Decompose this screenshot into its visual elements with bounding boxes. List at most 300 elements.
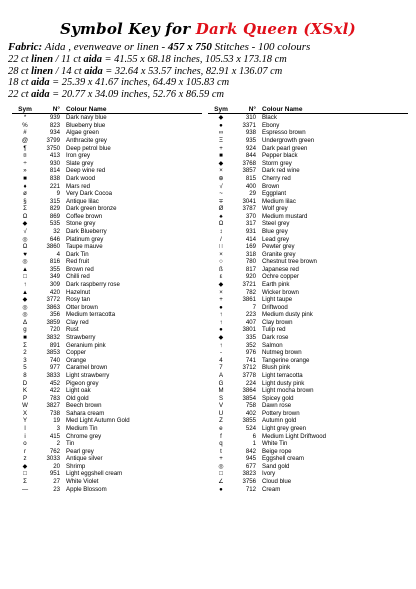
count-lines bbox=[8, 54, 412, 101]
colour-name-cell: Strawberry bbox=[66, 334, 96, 342]
symbol-cell: M bbox=[218, 387, 224, 395]
symbol-cell: ♦ bbox=[23, 182, 27, 190]
symbol-cell: U bbox=[218, 409, 224, 417]
number-cell: 920 bbox=[245, 273, 256, 281]
table-row bbox=[208, 470, 408, 478]
count-line-mid: = 20.77 x 34.09 inches, 52.76 x 86.59 cm bbox=[49, 89, 224, 101]
number-cell: 1 bbox=[252, 440, 256, 448]
colour-name-cell: Light terracotta bbox=[262, 371, 303, 379]
number-cell: 3833 bbox=[46, 371, 60, 379]
table-row bbox=[208, 289, 408, 297]
colour-name-cell: Light oak bbox=[66, 387, 91, 395]
table-row bbox=[12, 470, 202, 478]
number-cell: 3778 bbox=[242, 371, 256, 379]
number-cell: 6 bbox=[252, 432, 256, 440]
colour-name-cell: Pewter grey bbox=[262, 243, 295, 251]
symbol-cell: ¶ bbox=[23, 144, 27, 152]
number-cell: 3712 bbox=[242, 364, 256, 372]
symbol-cell: Σ bbox=[23, 478, 27, 486]
colour-name-cell: Pearl grey bbox=[66, 447, 94, 455]
count-line-bold2: aida bbox=[84, 65, 103, 77]
colour-name-cell: Red fruit bbox=[66, 258, 90, 266]
symbol-cell: ß bbox=[219, 265, 223, 273]
colour-name-cell: Dark red wine bbox=[262, 167, 300, 175]
number-cell: 823 bbox=[49, 121, 60, 129]
table-row bbox=[208, 183, 408, 191]
symbol-cell: Δ bbox=[22, 318, 28, 326]
table-row bbox=[12, 160, 202, 168]
colour-name-cell: Beech brown bbox=[66, 402, 102, 410]
table-row bbox=[12, 342, 202, 350]
number-cell: 414 bbox=[245, 235, 256, 243]
number-cell: 3832 bbox=[46, 334, 60, 342]
table-row bbox=[208, 448, 408, 456]
symbol-cell: t bbox=[220, 447, 222, 455]
table-row bbox=[208, 342, 408, 350]
number-cell: 938 bbox=[245, 129, 256, 137]
number-cell: 355 bbox=[49, 265, 60, 273]
number-cell: 356 bbox=[49, 311, 60, 319]
number-cell: 370 bbox=[245, 212, 256, 220]
number-cell: 317 bbox=[245, 220, 256, 228]
table-row bbox=[12, 402, 202, 410]
symbol-cell: % bbox=[22, 121, 28, 129]
table-row bbox=[208, 311, 408, 319]
number-cell: 402 bbox=[245, 409, 256, 417]
colour-name-cell: Pepper black bbox=[262, 152, 298, 160]
symbol-cell: Σ bbox=[23, 205, 27, 213]
fabric-line bbox=[8, 42, 412, 54]
table-row bbox=[12, 213, 202, 221]
number-cell: 413 bbox=[49, 152, 60, 160]
colour-name-cell: Apple Blossom bbox=[66, 485, 107, 493]
number-cell: 3033 bbox=[46, 455, 60, 463]
colour-name-cell: Driftwood bbox=[262, 303, 288, 311]
symbol-cell: 4 bbox=[219, 356, 223, 364]
count-line-post: = 41.55 x 68.18 inches, 105.53 x 173.18 cm bbox=[101, 53, 287, 65]
colour-name-cell: Sahara cream bbox=[66, 409, 105, 417]
symbol-cell: ◆ bbox=[22, 220, 28, 228]
table-row bbox=[208, 205, 408, 213]
colour-name-cell: Rust bbox=[66, 326, 79, 334]
number-cell: 3859 bbox=[46, 318, 60, 326]
number-cell: 3854 bbox=[242, 394, 256, 402]
number-cell: 19 bbox=[53, 417, 60, 425]
symbol-cell: ● bbox=[219, 303, 223, 311]
stitch-count: 457 x 750 bbox=[167, 41, 212, 53]
symbol-table-right bbox=[208, 106, 408, 493]
symbol-cell: K bbox=[22, 387, 28, 395]
table-row bbox=[208, 160, 408, 168]
symbol-cell: ● bbox=[219, 326, 223, 334]
colour-name-cell: Light grey green bbox=[262, 425, 307, 432]
colour-name-cell: Earth pink bbox=[262, 281, 290, 289]
symbol-cell: ■ bbox=[219, 152, 223, 160]
colour-name-cell: Tangerine orange bbox=[262, 356, 310, 364]
symbol-cell: ◎ bbox=[22, 235, 28, 243]
symbol-cell: √ bbox=[219, 182, 223, 190]
symbol-cell: ∓ bbox=[218, 197, 224, 205]
symbol-cell: W bbox=[22, 402, 28, 410]
table-row bbox=[12, 410, 202, 418]
number-cell: 3855 bbox=[242, 417, 256, 425]
number-cell: 309 bbox=[49, 281, 60, 289]
number-cell: 814 bbox=[49, 167, 60, 175]
number-cell: 352 bbox=[245, 341, 256, 349]
colour-name-cell: Deep petrol blue bbox=[66, 144, 111, 152]
table-row bbox=[12, 190, 202, 198]
number-cell: 780 bbox=[245, 258, 256, 266]
colour-name-cell: Nutmeg brown bbox=[262, 349, 302, 357]
colour-name-cell: Spicey gold bbox=[262, 394, 294, 402]
symbol-cell: ◆ bbox=[22, 462, 28, 470]
number-cell: 758 bbox=[245, 402, 256, 410]
number-cell: 3853 bbox=[46, 349, 60, 357]
number-cell: 27 bbox=[53, 478, 60, 486]
colour-name-cell: Medium lilac bbox=[262, 197, 296, 205]
number-cell: 720 bbox=[49, 326, 60, 334]
number-cell: 221 bbox=[49, 182, 60, 190]
symbol-cell: ø bbox=[23, 190, 27, 198]
colour-name-cell: Very Dark Cocoa bbox=[66, 190, 113, 198]
table-row bbox=[12, 372, 202, 380]
number-cell: 335 bbox=[245, 334, 256, 342]
number-cell: 931 bbox=[245, 227, 256, 235]
number-cell: 762 bbox=[49, 447, 60, 455]
number-cell: 816 bbox=[49, 258, 60, 266]
symbol-cell: ○ bbox=[219, 258, 223, 266]
header-name: Colour Name bbox=[262, 106, 303, 113]
symbol-cell: □ bbox=[23, 273, 27, 281]
number-cell: 869 bbox=[49, 212, 60, 220]
table-row bbox=[208, 266, 408, 274]
symbol-cell: + bbox=[219, 144, 223, 152]
table-row bbox=[12, 266, 202, 274]
symbol-cell: Y bbox=[22, 417, 28, 425]
symbol-cell: i bbox=[24, 432, 26, 440]
count-line-bold: linen bbox=[31, 53, 54, 65]
table-row bbox=[12, 129, 202, 137]
table-row bbox=[12, 236, 202, 244]
table-header bbox=[12, 106, 202, 114]
symbol-cell: ● bbox=[219, 121, 223, 129]
count-line-pre: 22 ct bbox=[8, 89, 32, 101]
colour-name-cell: Cloud blue bbox=[262, 478, 292, 486]
number-cell: 3371 bbox=[242, 121, 256, 129]
number-cell: 738 bbox=[49, 409, 60, 417]
symbol-cell: ÷ bbox=[23, 159, 27, 167]
number-cell: 223 bbox=[245, 311, 256, 319]
colour-name-cell: Black bbox=[262, 114, 277, 122]
symbol-cell: ◆ bbox=[218, 114, 224, 122]
table-row bbox=[208, 319, 408, 327]
symbol-cell: V bbox=[218, 402, 224, 410]
colour-name-cell: Dark green bronze bbox=[66, 205, 117, 213]
count-line-pre: 22 ct bbox=[8, 53, 32, 65]
colour-name-cell: Orange bbox=[66, 356, 87, 364]
table-row bbox=[12, 152, 202, 160]
number-cell: 422 bbox=[49, 387, 60, 395]
symbol-cell: ■ bbox=[23, 174, 27, 182]
symbol-cell: P bbox=[22, 394, 28, 402]
count-line-bold: aida bbox=[31, 89, 50, 101]
symbol-cell: √ bbox=[23, 227, 27, 235]
table-row bbox=[208, 190, 408, 198]
colour-name-cell: Ebony bbox=[262, 121, 280, 129]
number-cell: 951 bbox=[49, 470, 60, 478]
colour-name-cell: White Violet bbox=[66, 478, 99, 486]
table-row bbox=[208, 273, 408, 281]
table-row bbox=[12, 296, 202, 304]
symbol-cell: ◎ bbox=[22, 303, 28, 311]
table-header bbox=[208, 106, 408, 114]
number-cell: 3864 bbox=[242, 387, 256, 395]
table-row bbox=[208, 478, 408, 486]
colour-name-cell: Medium Tin bbox=[66, 425, 98, 432]
table-row bbox=[12, 243, 202, 251]
number-cell: 7 bbox=[252, 303, 256, 311]
colour-name-cell: Blueberry blue bbox=[66, 121, 106, 129]
table-row bbox=[12, 455, 202, 463]
symbol-cell: ↑ bbox=[219, 318, 223, 326]
number-cell: 3861 bbox=[242, 296, 256, 304]
table-row bbox=[12, 364, 202, 372]
colour-name-cell: Beige rope bbox=[262, 447, 292, 455]
symbol-cell: □ bbox=[219, 470, 223, 478]
colour-name-cell: Taupe mauve bbox=[66, 243, 103, 251]
number-cell: 829 bbox=[49, 205, 60, 213]
header-sym: Sym bbox=[18, 106, 32, 113]
colour-name-cell: Hazelnut bbox=[66, 288, 91, 296]
symbol-cell: 7 bbox=[219, 364, 223, 372]
table-row bbox=[208, 145, 408, 153]
table-row bbox=[208, 357, 408, 365]
number-cell: 315 bbox=[49, 197, 60, 205]
pattern-name: Dark Queen (XSxl) bbox=[195, 20, 356, 38]
number-cell: 3827 bbox=[46, 402, 60, 410]
table-row bbox=[12, 326, 202, 334]
symbol-cell: g bbox=[23, 326, 27, 334]
number-cell: 844 bbox=[245, 152, 256, 160]
table-row bbox=[12, 122, 202, 130]
table-row bbox=[12, 349, 202, 357]
symbol-cell: » bbox=[23, 167, 27, 175]
colour-name-cell: Medium terracotta bbox=[66, 311, 116, 319]
symbol-cell: A bbox=[218, 371, 224, 379]
symbol-cell: ◎ bbox=[218, 462, 224, 470]
colour-name-cell: Dawn rose bbox=[262, 402, 292, 410]
symbol-cell: ∠ bbox=[218, 478, 224, 486]
table-row bbox=[12, 311, 202, 319]
number-cell: 740 bbox=[49, 356, 60, 364]
symbol-cell: X bbox=[22, 409, 28, 417]
table-row bbox=[208, 236, 408, 244]
number-cell: 782 bbox=[245, 288, 256, 296]
table-row bbox=[12, 387, 202, 395]
table-row bbox=[12, 137, 202, 145]
number-cell: 646 bbox=[49, 235, 60, 243]
symbol-cell: 2 bbox=[23, 349, 27, 357]
table-row bbox=[12, 198, 202, 206]
symbol-cell: Ξ bbox=[219, 137, 223, 145]
number-cell: 310 bbox=[245, 114, 256, 122]
number-cell: 3863 bbox=[46, 303, 60, 311]
symbol-cell: + bbox=[219, 296, 223, 304]
table-row bbox=[208, 175, 408, 183]
symbol-cell: ◆ bbox=[218, 281, 224, 289]
colour-name-cell: Dark pearl green bbox=[262, 144, 308, 152]
colour-name-cell: Dark Blueberry bbox=[66, 227, 107, 235]
table-row bbox=[12, 440, 202, 448]
table-row bbox=[208, 213, 408, 221]
symbol-cell: o bbox=[23, 440, 27, 448]
table-row bbox=[208, 486, 408, 494]
symbol-cell: □ bbox=[23, 470, 27, 478]
table-row bbox=[208, 364, 408, 372]
colour-name-cell: Algae green bbox=[66, 129, 99, 137]
colour-name-cell: Caramel brown bbox=[66, 364, 108, 372]
colour-name-cell: Mars red bbox=[66, 182, 91, 190]
symbol-cell: ∞ bbox=[218, 129, 224, 137]
symbol-cell: S bbox=[218, 394, 224, 402]
fabric-label: Fabric: bbox=[8, 41, 43, 53]
colour-name-cell: Copper bbox=[66, 349, 86, 357]
number-cell: 924 bbox=[245, 144, 256, 152]
number-cell: 783 bbox=[49, 394, 60, 402]
colour-name-cell: Eggplant bbox=[262, 190, 287, 198]
symbol-cell: z bbox=[23, 455, 27, 463]
table-row bbox=[12, 251, 202, 259]
colour-name-cell: Platinum grey bbox=[66, 235, 104, 243]
symbol-cell: ⊕ bbox=[218, 174, 224, 182]
table-row bbox=[12, 258, 202, 266]
number-cell: 318 bbox=[245, 250, 256, 258]
symbol-cell: × bbox=[219, 288, 223, 296]
symbol-cell: × bbox=[219, 250, 223, 258]
symbol-table-left bbox=[12, 106, 202, 493]
colour-name-cell: Geranium pink bbox=[66, 341, 106, 349]
colour-name-cell: Anthracite grey bbox=[66, 137, 107, 145]
table-row bbox=[12, 448, 202, 456]
table-row bbox=[12, 463, 202, 471]
colour-name-cell: Eggshell cream bbox=[262, 455, 304, 463]
symbol-cell: + bbox=[219, 455, 223, 463]
number-cell: 3768 bbox=[242, 159, 256, 167]
colour-name-cell: Dark raspberry rose bbox=[66, 281, 120, 289]
table-row bbox=[208, 463, 408, 471]
symbol-cell: § bbox=[23, 197, 27, 205]
colour-name-cell: Antique silver bbox=[66, 455, 103, 463]
count-line bbox=[8, 54, 412, 66]
table-row bbox=[208, 228, 408, 236]
colour-name-cell: Salmon bbox=[262, 341, 283, 349]
colour-name-cell: Dark wood bbox=[66, 174, 96, 182]
symbol-cell: Z bbox=[219, 417, 223, 425]
table-row bbox=[12, 273, 202, 281]
colour-name-cell: Clay red bbox=[66, 318, 89, 326]
number-cell: 817 bbox=[245, 265, 256, 273]
fabric-info bbox=[8, 42, 412, 101]
number-cell: 3857 bbox=[242, 167, 256, 175]
colour-name-cell: Light dusty pink bbox=[262, 379, 305, 387]
colour-name-cell: Slate grey bbox=[66, 159, 94, 167]
table-row bbox=[12, 183, 202, 191]
number-cell: 945 bbox=[245, 455, 256, 463]
colour-name-cell: Stone grey bbox=[66, 220, 96, 228]
symbol-cell: D bbox=[22, 379, 28, 387]
colour-name-cell: Espresso brown bbox=[262, 129, 306, 137]
colour-name-cell: Dark navy blue bbox=[66, 114, 107, 122]
colour-name-cell: Old gold bbox=[66, 394, 89, 402]
count-line-pre: 18 ct bbox=[8, 77, 32, 89]
header-name: Colour Name bbox=[66, 106, 107, 113]
table-row bbox=[208, 258, 408, 266]
colour-name-cell: Ochre copper bbox=[262, 273, 299, 281]
symbol-cell: ¤ bbox=[23, 152, 27, 160]
number-cell: 3756 bbox=[242, 478, 256, 486]
table-row bbox=[208, 387, 408, 395]
table-row bbox=[208, 410, 408, 418]
table-row bbox=[208, 114, 408, 122]
symbol-cell: ◆ bbox=[22, 296, 28, 304]
number-cell: 2 bbox=[56, 440, 60, 448]
number-cell: 3823 bbox=[242, 470, 256, 478]
colour-name-cell: Deep wine red bbox=[66, 167, 106, 175]
table-row bbox=[208, 334, 408, 342]
colour-name-cell: Autumn gold bbox=[262, 417, 297, 425]
colour-name-cell: Light mocha brown bbox=[262, 387, 314, 395]
colour-name-cell: Light eggshell cream bbox=[66, 470, 123, 478]
colour-name-cell: Brown bbox=[262, 182, 280, 190]
number-cell: 842 bbox=[245, 447, 256, 455]
count-line bbox=[8, 66, 412, 78]
number-cell: 976 bbox=[245, 349, 256, 357]
colour-name-cell: Antique lilac bbox=[66, 197, 99, 205]
symbol-cell: 8 bbox=[23, 371, 27, 379]
table-row bbox=[12, 175, 202, 183]
symbol-cell: f bbox=[220, 432, 222, 440]
number-cell: 407 bbox=[245, 318, 256, 326]
colour-name-cell: Storm grey bbox=[262, 159, 292, 167]
symbol-cell: 3 bbox=[23, 356, 27, 364]
colour-name-cell: Blue grey bbox=[262, 227, 288, 235]
colour-name-cell: Chestnut tree brown bbox=[262, 258, 317, 266]
number-cell: 32 bbox=[53, 227, 60, 235]
colour-name-cell: Clay brown bbox=[262, 318, 293, 326]
colour-name-cell: Medium Light Driftwood bbox=[262, 432, 327, 440]
symbol-cell: e bbox=[219, 425, 223, 432]
table-row bbox=[208, 220, 408, 228]
table-row bbox=[208, 455, 408, 463]
number-cell: 935 bbox=[245, 137, 256, 145]
colour-name-cell: Steel grey bbox=[262, 220, 290, 228]
table-row bbox=[12, 433, 202, 441]
symbol-cell: Ω bbox=[22, 243, 28, 251]
number-cell: 3772 bbox=[46, 296, 60, 304]
symbol-cell: ◎ bbox=[22, 258, 28, 266]
table-row bbox=[12, 205, 202, 213]
symbol-cell: Σ bbox=[23, 341, 27, 349]
table-row bbox=[208, 198, 408, 206]
symbol-cell: l bbox=[24, 425, 26, 432]
symbol-cell: ♠ bbox=[219, 212, 223, 220]
number-cell: 9 bbox=[56, 190, 60, 198]
count-line-bold: linen bbox=[31, 65, 54, 77]
count-line-bold2: aida bbox=[83, 53, 102, 65]
title-prefix: Symbol Key for bbox=[60, 20, 191, 38]
number-cell: 939 bbox=[49, 114, 60, 122]
count-line bbox=[8, 77, 412, 89]
